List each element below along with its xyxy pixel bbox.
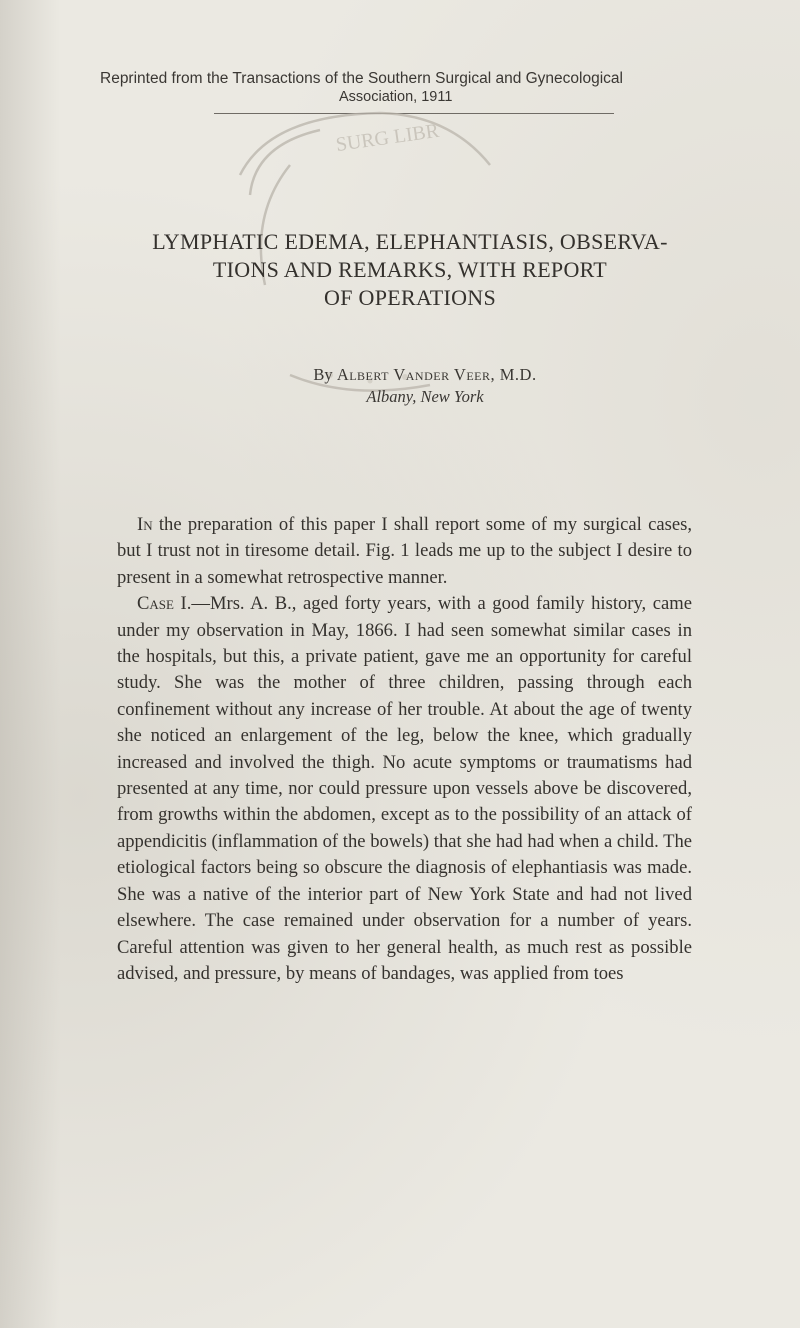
article-title bbox=[90, 228, 730, 312]
author-location: Albany, New York bbox=[366, 387, 484, 406]
case-heading: Case I. bbox=[137, 593, 192, 615]
title-line-1: LYMPHATIC EDEMA, ELEPHANTIASIS, OBSERVA- bbox=[152, 229, 668, 254]
title-line-3: OF OPERATIONS bbox=[324, 285, 496, 310]
reprint-notice: Reprinted from the Transactions of the Southern Surgical and Gynecological bbox=[100, 70, 623, 87]
stamp-text: SURG LIBR bbox=[334, 119, 441, 157]
paragraph-case-1 bbox=[117, 591, 692, 987]
intro-text: the preparation of this paper I shall report some of my surgical cases, but I trust not in tiresome detail. Fig. 1 leads me up to the subject I desire to present in a somewhat retrospective manner. bbox=[117, 514, 692, 588]
paragraph-intro bbox=[117, 512, 692, 591]
author-name: Albert Vander Veer, M.D. bbox=[336, 365, 537, 384]
author-byline bbox=[240, 365, 610, 385]
article-body bbox=[117, 512, 692, 987]
case-text: —Mrs. A. B., aged forty years, with a good family history, came under my observation in May, 1866. I had seen somewhat similar cases in the hospitals, but this, a private patient, gave me an opportunity for careful study. She was the mother of three children, passing through each confinement without any increase of her trouble. At about the age of twenty she noticed an enlargement of the leg, below the knee, which gradually increased and involved the thigh. No acute symptoms or traumatisms had presented at any time, nor could pressure upon vessels above be discovered, from growths within the abdomen, except as to the possibility of an attack of appendicitis (inflammation of the bowels) that she had had when a child. The etiological factors being so obscure the diagnosis of elephantiasis was made. She was a native of the interior part of New York State and had not lived elsewhere. The case remained under observation for a number of years. Careful attention was given to her general health, as much rest as possible advised, and pressure, by means of bandages, was applied from toes bbox=[117, 593, 692, 984]
page-edge-shadow bbox=[0, 0, 60, 1328]
intro-lead-word: In bbox=[137, 514, 153, 535]
byline-prefix: By bbox=[313, 365, 333, 384]
title-line-2: TIONS AND REMARKS, WITH REPORT bbox=[212, 257, 608, 282]
association-year: Association, 1911 bbox=[339, 89, 453, 105]
